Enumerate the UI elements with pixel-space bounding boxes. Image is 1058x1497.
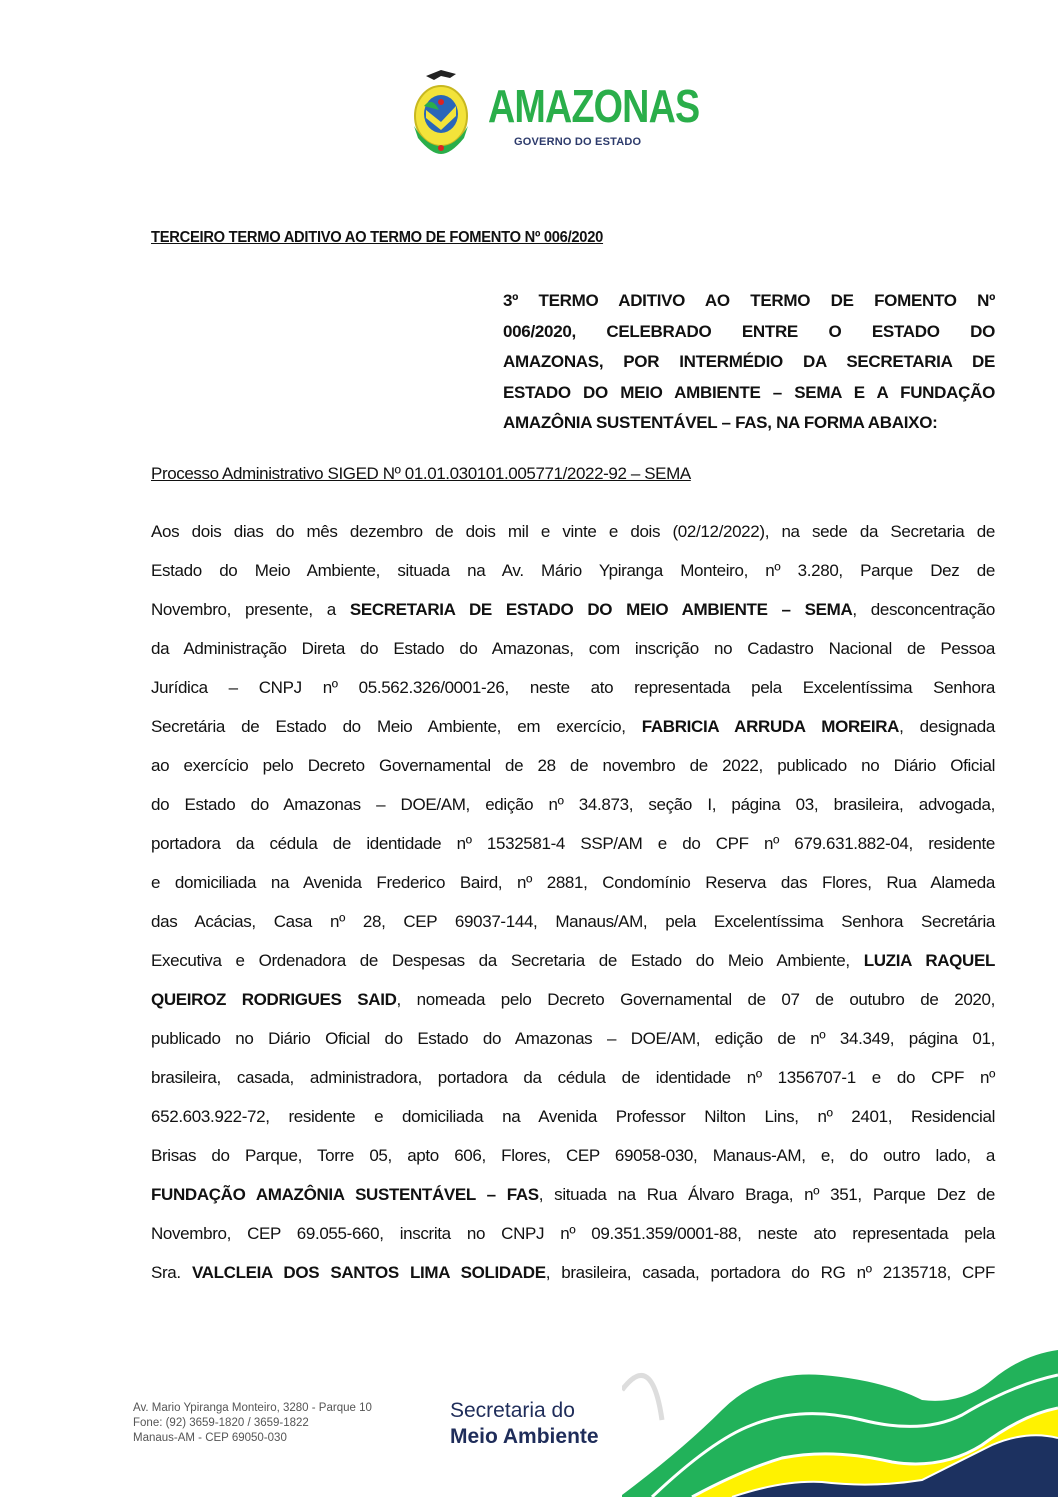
body-text-run: da Administração Direta do Estado do Amazonas, com inscrição no Cadastro Nacional de Pessoa (151, 639, 995, 658)
body-text-run: do Estado do Amazonas – DOE/AM, edição nº 34.873, seção I, página 03, brasileira, advogada, (151, 795, 995, 814)
body-text-run: e domiciliada na Avenida Frederico Baird, nº 2881, Condomínio Reserva das Flores, Rua Alameda (151, 873, 995, 892)
footer-secretaria-line1: Secretaria do (450, 1399, 575, 1422)
body-line (151, 551, 995, 590)
body-text-run: Secretária de Estado do Meio Ambiente, em exercício, (151, 717, 642, 736)
body-line (151, 1214, 995, 1253)
process-number: Processo Administrativo SIGED Nº 01.01.030101.005771/2022-92 – SEMA (151, 464, 691, 483)
body-text-run: Aos dois dias do mês dezembro de dois mil e vinte e dois (02/12/2022), na sede da Secretaria de (151, 522, 995, 541)
footer-secretaria-line2: Meio Ambiente (450, 1425, 599, 1448)
document-ementa (503, 286, 995, 439)
bold-name-text: QUEIROZ RODRIGUES SAID (151, 990, 397, 1009)
body-line (151, 863, 995, 902)
body-line (151, 1175, 995, 1214)
coat-of-arms-icon (406, 66, 476, 158)
body-text-run: , nomeada pelo Decreto Governamental de 07 de outubro de 2020, (396, 990, 996, 1009)
body-text-run: , designada (899, 717, 995, 736)
bold-name-text: FABRICIA ARRUDA MOREIRA (641, 717, 900, 736)
body-line (151, 746, 995, 785)
decorative-waves-icon (622, 1330, 1058, 1497)
body-text-run: Estado do Meio Ambiente, situada na Av. Mário Ypiranga Monteiro, nº 3.280, Parque Dez de (151, 561, 995, 580)
body-line (151, 980, 995, 1019)
body-line (151, 902, 995, 941)
body-line (151, 824, 995, 863)
body-text-run: , brasileira, casada, portadora do RG nº 2135718, CPF (545, 1263, 995, 1282)
footer-address-line: Av. Mario Ypiranga Monteiro, 3280 - Parque 10 (133, 1402, 372, 1414)
body-text-run: Jurídica – CNPJ nº 05.562.326/0001-26, neste ato representada pela Excelentíssima Senhora (151, 678, 995, 697)
body-text-run: brasileira, casada, administradora, portadora da cédula de identidade nº 1356707-1 e do CPF nº (151, 1068, 995, 1087)
body-line (151, 941, 995, 980)
logo-brand-text: AMAZONAS (488, 80, 700, 132)
body-text-run: Brisas do Parque, Torre 05, apto 606, Flores, CEP 69058-030, Manaus-AM, e, do outro lado, a (151, 1146, 995, 1165)
bold-name-text: SECRETARIA DE ESTADO DO MEIO AMBIENTE – SEMA (349, 600, 853, 619)
body-line (151, 707, 995, 746)
footer-secretaria-logo (450, 1398, 599, 1450)
body-line (151, 629, 995, 668)
document-title: TERCEIRO TERMO ADITIVO AO TERMO DE FOMENTO Nº 006/2020 (151, 229, 604, 246)
body-text-run: Novembro, presente, a (151, 600, 350, 619)
bold-name-text: FUNDAÇÃO AMAZÔNIA SUSTENTÁVEL – FAS (151, 1185, 539, 1204)
ementa-line: AMAZONAS, POR INTERMÉDIO DA SECRETARIA DE (503, 352, 995, 371)
bold-name-text: LUZIA RAQUEL (863, 951, 996, 970)
body-line (151, 512, 995, 551)
ementa-line: AMAZÔNIA SUSTENTÁVEL – FAS, NA FORMA ABAIXO: (503, 413, 938, 432)
footer-address (133, 1401, 372, 1446)
body-line (151, 1097, 995, 1136)
body-text-run: , situada na Rua Álvaro Braga, nº 351, Parque Dez de (538, 1185, 995, 1204)
body-text-run: Novembro, CEP 69.055-660, inscrita no CNPJ nº 09.351.359/0001-88, neste ato representada pela (151, 1224, 995, 1243)
logo-subtitle: GOVERNO DO ESTADO (514, 136, 642, 148)
body-text-run: portadora da cédula de identidade nº 1532581-4 SSP/AM e do CPF nº 679.631.882-04, residente (151, 834, 995, 853)
ementa-line: 006/2020, CELEBRADO ENTRE O ESTADO DO (503, 321, 995, 341)
body-text-run: , desconcentração (852, 600, 995, 619)
body-text-run: Sra. (151, 1263, 192, 1282)
body-line (151, 1019, 995, 1058)
body-text-run: ao exercício pelo Decreto Governamental de 28 de novembro de 2022, publicado no Diário Oficial (151, 756, 995, 775)
body-line (151, 785, 995, 824)
body-line (151, 668, 995, 707)
body-text-run: publicado no Diário Oficial do Estado do Amazonas – DOE/AM, edição de nº 34.349, página 01, (151, 1029, 995, 1048)
body-text-run: Executiva e Ordenadora de Despesas da Secretaria de Estado do Meio Ambiente, (151, 951, 864, 970)
footer-city-line: Manaus-AM - CEP 69050-030 (133, 1432, 287, 1444)
document-body (151, 512, 995, 1292)
body-line (151, 1253, 995, 1292)
ementa-line: 3º TERMO ADITIVO AO TERMO DE FOMENTO Nº (503, 291, 995, 310)
body-line (151, 1058, 995, 1097)
bold-name-text: VALCLEIA DOS SANTOS LIMA SOLIDADE (191, 1263, 546, 1282)
body-line (151, 1136, 995, 1175)
body-text-run: 652.603.922-72, residente e domiciliada na Avenida Professor Nilton Lins, nº 2401, Residencial (151, 1107, 995, 1126)
ementa-line: ESTADO DO MEIO AMBIENTE – SEMA E A FUNDAÇÃO (503, 382, 995, 402)
amazonas-government-logo (406, 66, 700, 162)
body-text-run: das Acácias, Casa nº 28, CEP 69037-144, Manaus/AM, pela Excelentíssima Senhora Secretária (151, 912, 995, 931)
body-line (151, 590, 995, 629)
footer-phone-line: Fone: (92) 3659-1820 / 3659-1822 (133, 1417, 309, 1429)
